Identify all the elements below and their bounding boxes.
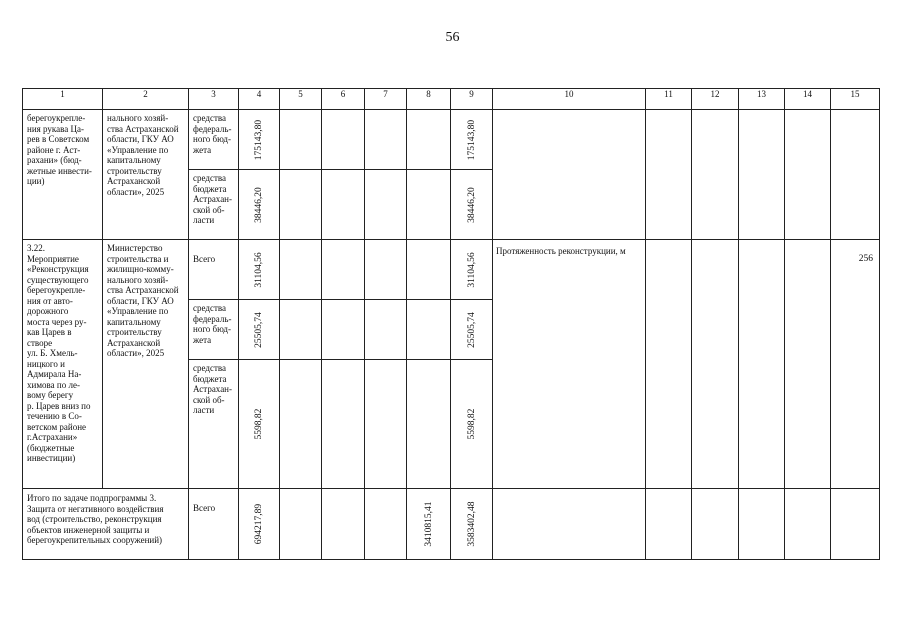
amount-value: 38446,20 [466,186,477,223]
amount-value: 694217,89 [253,503,264,545]
header-cell: 8 [407,89,451,110]
header-cell: 11 [646,89,692,110]
total-label: Итого по задаче подпрограммы 3. Защита от негативного воздействия вод (строительство, реконструкция объектов инженерной защиты и берегоукрепительных сооружений) [27,493,164,545]
header-cell: 15 [831,89,880,110]
amount-cell [239,300,280,360]
amount-value: 175143,80 [466,119,477,160]
indicator-cell [493,240,646,489]
measure-name-cell [23,110,103,240]
amount-cell [451,170,493,240]
amount-cell [451,110,493,170]
amount-cell [239,110,280,170]
executor-cell [103,110,189,240]
table-row [23,110,880,170]
measure-name: 3.22. Мероприятие «Реконструкция существующего берегоукреплe- ния от авто- дорожного моста через ру- кав Царев в створе ул. Б. Хмель- ницкого и Адмирала На- химова по ле- вому берегу р. Царев вниз по течению в Со- ветском районе г.Астрахани» (бюджетные инвестиции) [27,243,91,463]
amount-value: 5598,82 [253,408,264,440]
funding-source-cell [189,170,239,240]
page-number: 56 [445,30,460,45]
header-cell: 2 [103,89,189,110]
indicator-value: 256 [858,254,873,264]
amount-cell [451,300,493,360]
funding-source: средства бюджета Астрахан- ской об- ласти [193,363,232,415]
amount-cell [451,360,493,489]
funding-source-cell [189,360,239,489]
header-cell: 9 [451,89,493,110]
indicator-value-cell [831,240,880,489]
funding-source: средства федераль- ного бюд- жета [193,303,232,345]
header-cell: 3 [189,89,239,110]
measure-name-cell [23,240,103,489]
funding-source-cell [189,300,239,360]
funding-source: Всего [193,254,216,264]
amount-value: 31104,56 [466,251,477,288]
funding-source-cell [189,240,239,300]
total-label-cell [23,489,189,560]
header-cell: 12 [692,89,739,110]
amount-cell [239,240,280,300]
funding-source-cell [189,489,239,560]
amount-value: 25505,74 [466,311,477,348]
funding-source: средства бюджета Астрахан- ской об- ласти [193,173,232,225]
amount-cell [239,170,280,240]
table-row [23,240,880,300]
amount-value: 31104,56 [253,251,264,288]
funding-source-cell [189,110,239,170]
header-cell: 6 [322,89,365,110]
amount-value: 3583402,48 [466,501,477,547]
amount-value: 25505,74 [253,311,264,348]
header-cell: 5 [280,89,322,110]
funding-source: средства федераль- ного бюд- жета [193,113,232,155]
amount-value: 38446,20 [253,186,264,223]
executor-cell [103,240,189,489]
header-cell: 4 [239,89,280,110]
indicator-name: Протяженность реконструкции, м [496,246,626,256]
funding-source: Всего [193,503,216,513]
amount-cell [239,360,280,489]
executor: Министерство строительства и жилищно-комму- нального хозяй- ства Астраханской области, ГКУ АО «Управление по капитальному строительству Астраханской области», 2025 [107,243,179,358]
amount-cell [451,240,493,300]
header-cell: 14 [785,89,831,110]
header-cell: 7 [365,89,407,110]
amount-value: 175143,80 [253,119,264,160]
executor: нального хозяй- ства Астраханской области, ГКУ АО «Управление по капитальному строительству Астраханской области», 2025 [107,113,179,197]
header-cell: 13 [739,89,785,110]
header-cell: 1 [23,89,103,110]
amount-cell [407,489,451,560]
amount-value: 3410815,41 [423,501,434,547]
amount-value: 5598,82 [466,408,477,440]
amount-cell [451,489,493,560]
total-row [23,489,880,560]
header-row [23,89,880,110]
measure-name: берегоукрепле- ния рукава Ца- рев в Советском районе г. Аст- рахани» (бюд- жетные инвести- ции) [27,113,92,186]
amount-cell [239,489,280,560]
header-cell: 10 [493,89,646,110]
budget-table [22,88,880,560]
